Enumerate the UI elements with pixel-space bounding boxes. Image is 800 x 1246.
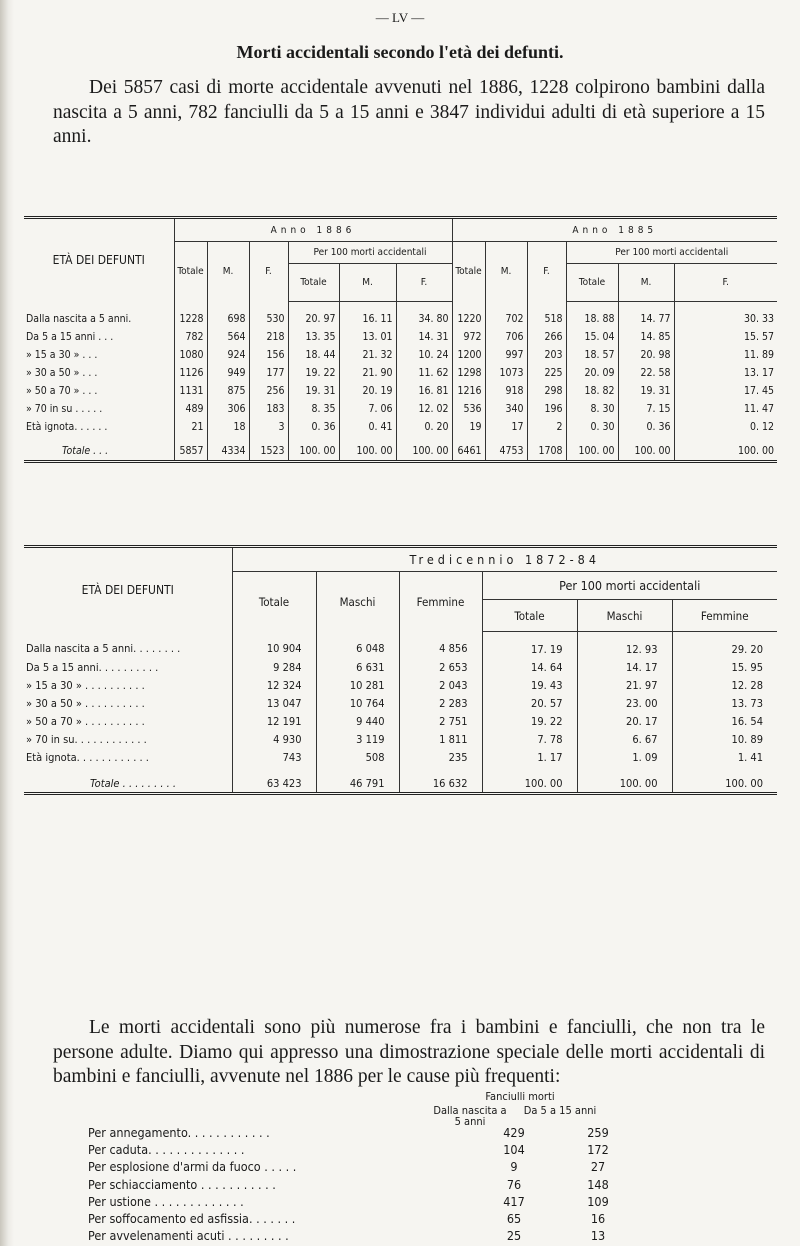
table-row (24, 418, 777, 436)
table-row (24, 730, 777, 748)
intro-paragraph: Dei 5857 casi di morte accidentale avvenuti nel 1886, 1228 colpirono bambini dalla nascita a 5 anni, 782 fanciulli da 5 a 15 anni e 3847 individui adulti di età superiore a 15 anni. (53, 77, 765, 147)
col-m: M. (485, 242, 527, 302)
table-cell: 536 (452, 400, 485, 418)
table-cell: 218 (249, 328, 288, 346)
table-cell: 0. 30 (566, 418, 618, 436)
col-totale: Totale (482, 600, 577, 632)
table-cell: 20. 97 (288, 302, 339, 329)
table-cell: 6 048 (316, 632, 399, 659)
col-m: M. (207, 242, 249, 302)
table-cell: 1220 (452, 302, 485, 329)
table-cell: 508 (316, 748, 399, 766)
table-cell: 15. 04 (566, 328, 618, 346)
row-label: Età ignota. . . . . . . . . . . . (26, 750, 149, 764)
table-cell: 1200 (452, 346, 485, 364)
table-cell: 1 811 (399, 730, 482, 748)
table-cell: 4 856 (399, 632, 482, 659)
table-cell: 21. 97 (577, 676, 672, 694)
row-label: » 30 a 50 » . . . (26, 367, 98, 379)
row-label: » 50 a 70 » . . . . . . . . . . (26, 714, 145, 728)
total-label: Totale . . . (62, 445, 109, 457)
table-cell: 3 (249, 418, 288, 436)
table-cell: 15. 95 (672, 658, 777, 676)
cause-row (88, 1124, 640, 1141)
cause-label: Per ustione . . . . . . . . . . . . . (88, 1193, 244, 1209)
table-cell: 564 (207, 328, 249, 346)
table-cell: 1216 (452, 382, 485, 400)
table-cell: 18. 82 (566, 382, 618, 400)
per100-header: Per 100 morti accidentali (288, 242, 452, 264)
row-label: Da 5 a 15 anni . . . (26, 331, 114, 343)
table-cell: 19. 22 (288, 364, 339, 382)
col-totale: Totale (174, 242, 207, 302)
table-cell: 10. 89 (672, 730, 777, 748)
cause-row (88, 1210, 640, 1227)
table-cell: 924 (207, 346, 249, 364)
table-cell: 23. 00 (577, 694, 672, 712)
table-cell: 6 631 (316, 658, 399, 676)
total-cell: 1708 (527, 436, 566, 462)
table-cell: 1126 (174, 364, 207, 382)
col-maschi: Maschi (316, 572, 399, 632)
row-label: » 50 a 70 » . . . (26, 385, 98, 397)
table-cell: 20. 98 (618, 346, 674, 364)
col-totale: Totale (288, 264, 339, 302)
table-cell: 12. 93 (577, 632, 672, 659)
table-cell: 918 (485, 382, 527, 400)
table-cell: 7. 15 (618, 400, 674, 418)
table-cell: 16. 81 (396, 382, 452, 400)
table-cell: 12. 02 (396, 400, 452, 418)
table-cell: 14. 17 (577, 658, 672, 676)
table-cell: 16. 11 (339, 302, 396, 329)
table-cell: 1. 41 (672, 748, 777, 766)
table-row (24, 364, 777, 382)
cause-label: Per schiacciamento . . . . . . . . . . . (88, 1176, 276, 1192)
total-cell: 100. 00 (577, 766, 672, 794)
cause-value-0-5: 25 (506, 1228, 522, 1244)
col-f: F. (396, 264, 452, 302)
total-cell: 100. 00 (566, 436, 618, 462)
cause-value-0-5: 76 (506, 1176, 522, 1192)
total-cell: 100. 00 (674, 436, 777, 462)
table-cell: 18. 44 (288, 346, 339, 364)
total-cell: 100. 00 (288, 436, 339, 462)
cause-value-5-15: 13 (590, 1228, 606, 1244)
table-row (24, 632, 777, 659)
table-row (24, 694, 777, 712)
row-label: » 70 in su . . . . . (26, 403, 103, 415)
table-cell: 340 (485, 400, 527, 418)
table-cell: 11. 47 (674, 400, 777, 418)
table-row (24, 328, 777, 346)
table-cell: 14. 85 (618, 328, 674, 346)
table-cell: 20. 19 (339, 382, 396, 400)
total-label: Totale . . . . . . . . . (90, 776, 177, 790)
table-cell: 1080 (174, 346, 207, 364)
total-cell: 63 423 (232, 766, 316, 794)
row-label: Dalla nascita a 5 anni. . . . . . . . (26, 642, 181, 656)
age-header: ETÀ DEI DEFUNTI (52, 253, 145, 268)
cause-row (88, 1141, 640, 1158)
cause-label: Per avvelenamenti acuti . . . . . . . . . (88, 1228, 289, 1244)
total-cell: 100. 00 (618, 436, 674, 462)
row-label: Da 5 a 15 anni. . . . . . . . . . (26, 660, 159, 674)
col-totale: Totale (452, 242, 485, 302)
col-f: F. (674, 264, 777, 302)
table-cell: 0. 20 (396, 418, 452, 436)
causes-col1-header: Dalla nascita a 5 anni (433, 1104, 507, 1128)
table-cell: 518 (527, 302, 566, 329)
table-cell: 7. 06 (339, 400, 396, 418)
section-title: Morti accidentali secondo l'età dei defunti. (236, 42, 564, 62)
total-cell: 6461 (452, 436, 485, 462)
table-cell: 14. 64 (482, 658, 577, 676)
table-cell: 0. 36 (288, 418, 339, 436)
total-cell: 16 632 (399, 766, 482, 794)
causes-col2-header: Da 5 a 15 anni (523, 1104, 597, 1117)
cause-value-5-15: 259 (587, 1125, 609, 1141)
total-cell: 100. 00 (672, 766, 777, 794)
table-cell: 743 (232, 748, 316, 766)
table-cell: 177 (249, 364, 288, 382)
table-cell: 10 281 (316, 676, 399, 694)
table-cell: 13 047 (232, 694, 316, 712)
table-row (24, 400, 777, 418)
table-cell: 19 (452, 418, 485, 436)
causes-table (88, 1124, 640, 1244)
table-cell: 2 653 (399, 658, 482, 676)
table-cell: 489 (174, 400, 207, 418)
table-cell: 203 (527, 346, 566, 364)
cause-label: Per annegamento. . . . . . . . . . . . (88, 1125, 270, 1141)
table-cell: 14. 31 (396, 328, 452, 346)
table-cell: 235 (399, 748, 482, 766)
table-cell: 15. 57 (674, 328, 777, 346)
col-totale: Totale (566, 264, 618, 302)
table-cell: 1228 (174, 302, 207, 329)
table-cell: 1298 (452, 364, 485, 382)
age-header: ETÀ DEI DEFUNTI (81, 582, 174, 597)
cause-row (88, 1193, 640, 1210)
table-cell: 17 (485, 418, 527, 436)
cause-value-0-5: 9 (510, 1159, 518, 1175)
table-cell: 11. 62 (396, 364, 452, 382)
table-cell: 18. 88 (566, 302, 618, 329)
table-cell: 20. 09 (566, 364, 618, 382)
table-cell: 14. 77 (618, 302, 674, 329)
total-cell: 100. 00 (482, 766, 577, 794)
table-cell: 13. 35 (288, 328, 339, 346)
total-cell: 100. 00 (339, 436, 396, 462)
table-cell: 10. 24 (396, 346, 452, 364)
table-cell: 21. 90 (339, 364, 396, 382)
table-cell: 972 (452, 328, 485, 346)
row-label: » 15 a 30 » . . . (26, 349, 98, 361)
table-cell: 196 (527, 400, 566, 418)
table-cell: 1131 (174, 382, 207, 400)
cause-value-0-5: 417 (503, 1193, 525, 1209)
row-label: Età ignota. . . . . . (26, 421, 108, 433)
table-cell: 11. 89 (674, 346, 777, 364)
table-cell: 4 930 (232, 730, 316, 748)
col-totale: Totale (232, 572, 316, 632)
table-tredicennio (24, 545, 777, 795)
causes-header-title: Fanciulli morti (485, 1090, 555, 1103)
cause-row (88, 1158, 640, 1175)
table-cell: 17. 45 (674, 382, 777, 400)
table-cell: 266 (527, 328, 566, 346)
table-row (24, 676, 777, 694)
table-cell: 225 (527, 364, 566, 382)
total-row (24, 766, 777, 794)
table-cell: 782 (174, 328, 207, 346)
table-cell: 1. 09 (577, 748, 672, 766)
total-cell: 4753 (485, 436, 527, 462)
period-header: Tredicennio 1872-84 (232, 547, 777, 572)
table-cell: 19. 43 (482, 676, 577, 694)
row-label: » 30 a 50 » . . . . . . . . . . (26, 696, 145, 710)
table-cell: 530 (249, 302, 288, 329)
table-cell: 18. 57 (566, 346, 618, 364)
table-cell: 698 (207, 302, 249, 329)
table-cell: 12. 28 (672, 676, 777, 694)
table-cell: 0. 12 (674, 418, 777, 436)
col-m: M. (618, 264, 674, 302)
table-cell: 18 (207, 418, 249, 436)
table-cell: 12 191 (232, 712, 316, 730)
table-cell: 17. 19 (482, 632, 577, 659)
cause-value-5-15: 109 (587, 1193, 609, 1209)
total-cell: 5857 (174, 436, 207, 462)
table-cell: 20. 57 (482, 694, 577, 712)
table-cell: 0. 41 (339, 418, 396, 436)
table-cell: 21 (174, 418, 207, 436)
table-cell: 10 904 (232, 632, 316, 659)
cause-value-0-5: 65 (506, 1211, 522, 1227)
second-paragraph: Le morti accidentali sono più numerose fra i bambini e fanciulli, che non tra le persone adulte. Diamo qui appresso una dimostrazione speciale delle morti accidentali di bambini e fanciulli, avvenute nel 1886 per le cause più frequenti: (53, 1017, 765, 1087)
cause-value-0-5: 104 (503, 1142, 525, 1158)
table-cell: 19. 31 (618, 382, 674, 400)
table-row (24, 382, 777, 400)
table-cell: 183 (249, 400, 288, 418)
table-row (24, 748, 777, 766)
table-cell: 13. 17 (674, 364, 777, 382)
per100-header: Per 100 morti accidentali (566, 242, 777, 264)
total-row (24, 436, 777, 462)
table-row (24, 302, 777, 329)
table-cell: 20. 17 (577, 712, 672, 730)
total-cell: 100. 00 (396, 436, 452, 462)
table-cell: 19. 22 (482, 712, 577, 730)
total-cell: 1523 (249, 436, 288, 462)
table-cell: 1. 17 (482, 748, 577, 766)
total-cell: 46 791 (316, 766, 399, 794)
table-cell: 12 324 (232, 676, 316, 694)
table-cell: 8. 30 (566, 400, 618, 418)
page-spine-shadow (0, 0, 14, 1246)
page-number: — LV — (375, 10, 425, 25)
table-cell: 13. 01 (339, 328, 396, 346)
cause-value-5-15: 16 (590, 1211, 606, 1227)
table-cell: 13. 73 (672, 694, 777, 712)
table-cell: 34. 80 (396, 302, 452, 329)
table-cell: 8. 35 (288, 400, 339, 418)
col-f: F. (527, 242, 566, 302)
table-cell: 9 284 (232, 658, 316, 676)
col-maschi: Maschi (577, 600, 672, 632)
table-cell: 2 283 (399, 694, 482, 712)
causes-header (430, 1090, 600, 1127)
table-cell: 298 (527, 382, 566, 400)
cause-value-5-15: 172 (587, 1142, 609, 1158)
row-label: Dalla nascita a 5 anni. (26, 312, 132, 325)
col-femmine: Femmine (399, 572, 482, 632)
table-cell: 997 (485, 346, 527, 364)
cause-row (88, 1176, 640, 1193)
cause-row (88, 1227, 640, 1244)
table-cell: 21. 32 (339, 346, 396, 364)
table-cell: 7. 78 (482, 730, 577, 748)
table-cell: 29. 20 (672, 632, 777, 659)
cause-value-5-15: 148 (587, 1176, 609, 1192)
table-cell: 2 043 (399, 676, 482, 694)
table-1885-1886 (24, 216, 777, 463)
table-cell: 30. 33 (674, 302, 777, 329)
table-row (24, 712, 777, 730)
table-cell: 22. 58 (618, 364, 674, 382)
per100-header: Per 100 morti accidentali (482, 572, 777, 600)
table-cell: 875 (207, 382, 249, 400)
table-cell: 19. 31 (288, 382, 339, 400)
cause-value-0-5: 429 (503, 1125, 525, 1141)
year-1885-header: Anno 1885 (452, 218, 777, 242)
row-label: » 15 a 30 » . . . . . . . . . . (26, 678, 145, 692)
table-cell: 702 (485, 302, 527, 329)
table-cell: 10 764 (316, 694, 399, 712)
total-cell: 4334 (207, 436, 249, 462)
table-cell: 256 (249, 382, 288, 400)
row-label: » 70 in su. . . . . . . . . . . . (26, 732, 147, 746)
table-cell: 156 (249, 346, 288, 364)
table-cell: 9 440 (316, 712, 399, 730)
table-row (24, 658, 777, 676)
table-row (24, 346, 777, 364)
col-f: F. (249, 242, 288, 302)
col-femmine: Femmine (672, 600, 777, 632)
table-cell: 949 (207, 364, 249, 382)
table-cell: 306 (207, 400, 249, 418)
cause-label: Per caduta. . . . . . . . . . . . . . (88, 1142, 245, 1158)
table-cell: 16. 54 (672, 712, 777, 730)
table-cell: 706 (485, 328, 527, 346)
cause-value-5-15: 27 (590, 1159, 606, 1175)
table-cell: 2 751 (399, 712, 482, 730)
table-cell: 1073 (485, 364, 527, 382)
cause-label: Per soffocamento ed asfissia. . . . . . . (88, 1211, 296, 1227)
col-m: M. (339, 264, 396, 302)
year-1886-header: Anno 1886 (174, 218, 452, 242)
table-cell: 0. 36 (618, 418, 674, 436)
cause-label: Per esplosione d'armi da fuoco . . . . . (88, 1159, 297, 1175)
table-cell: 6. 67 (577, 730, 672, 748)
table-cell: 2 (527, 418, 566, 436)
table-cell: 3 119 (316, 730, 399, 748)
